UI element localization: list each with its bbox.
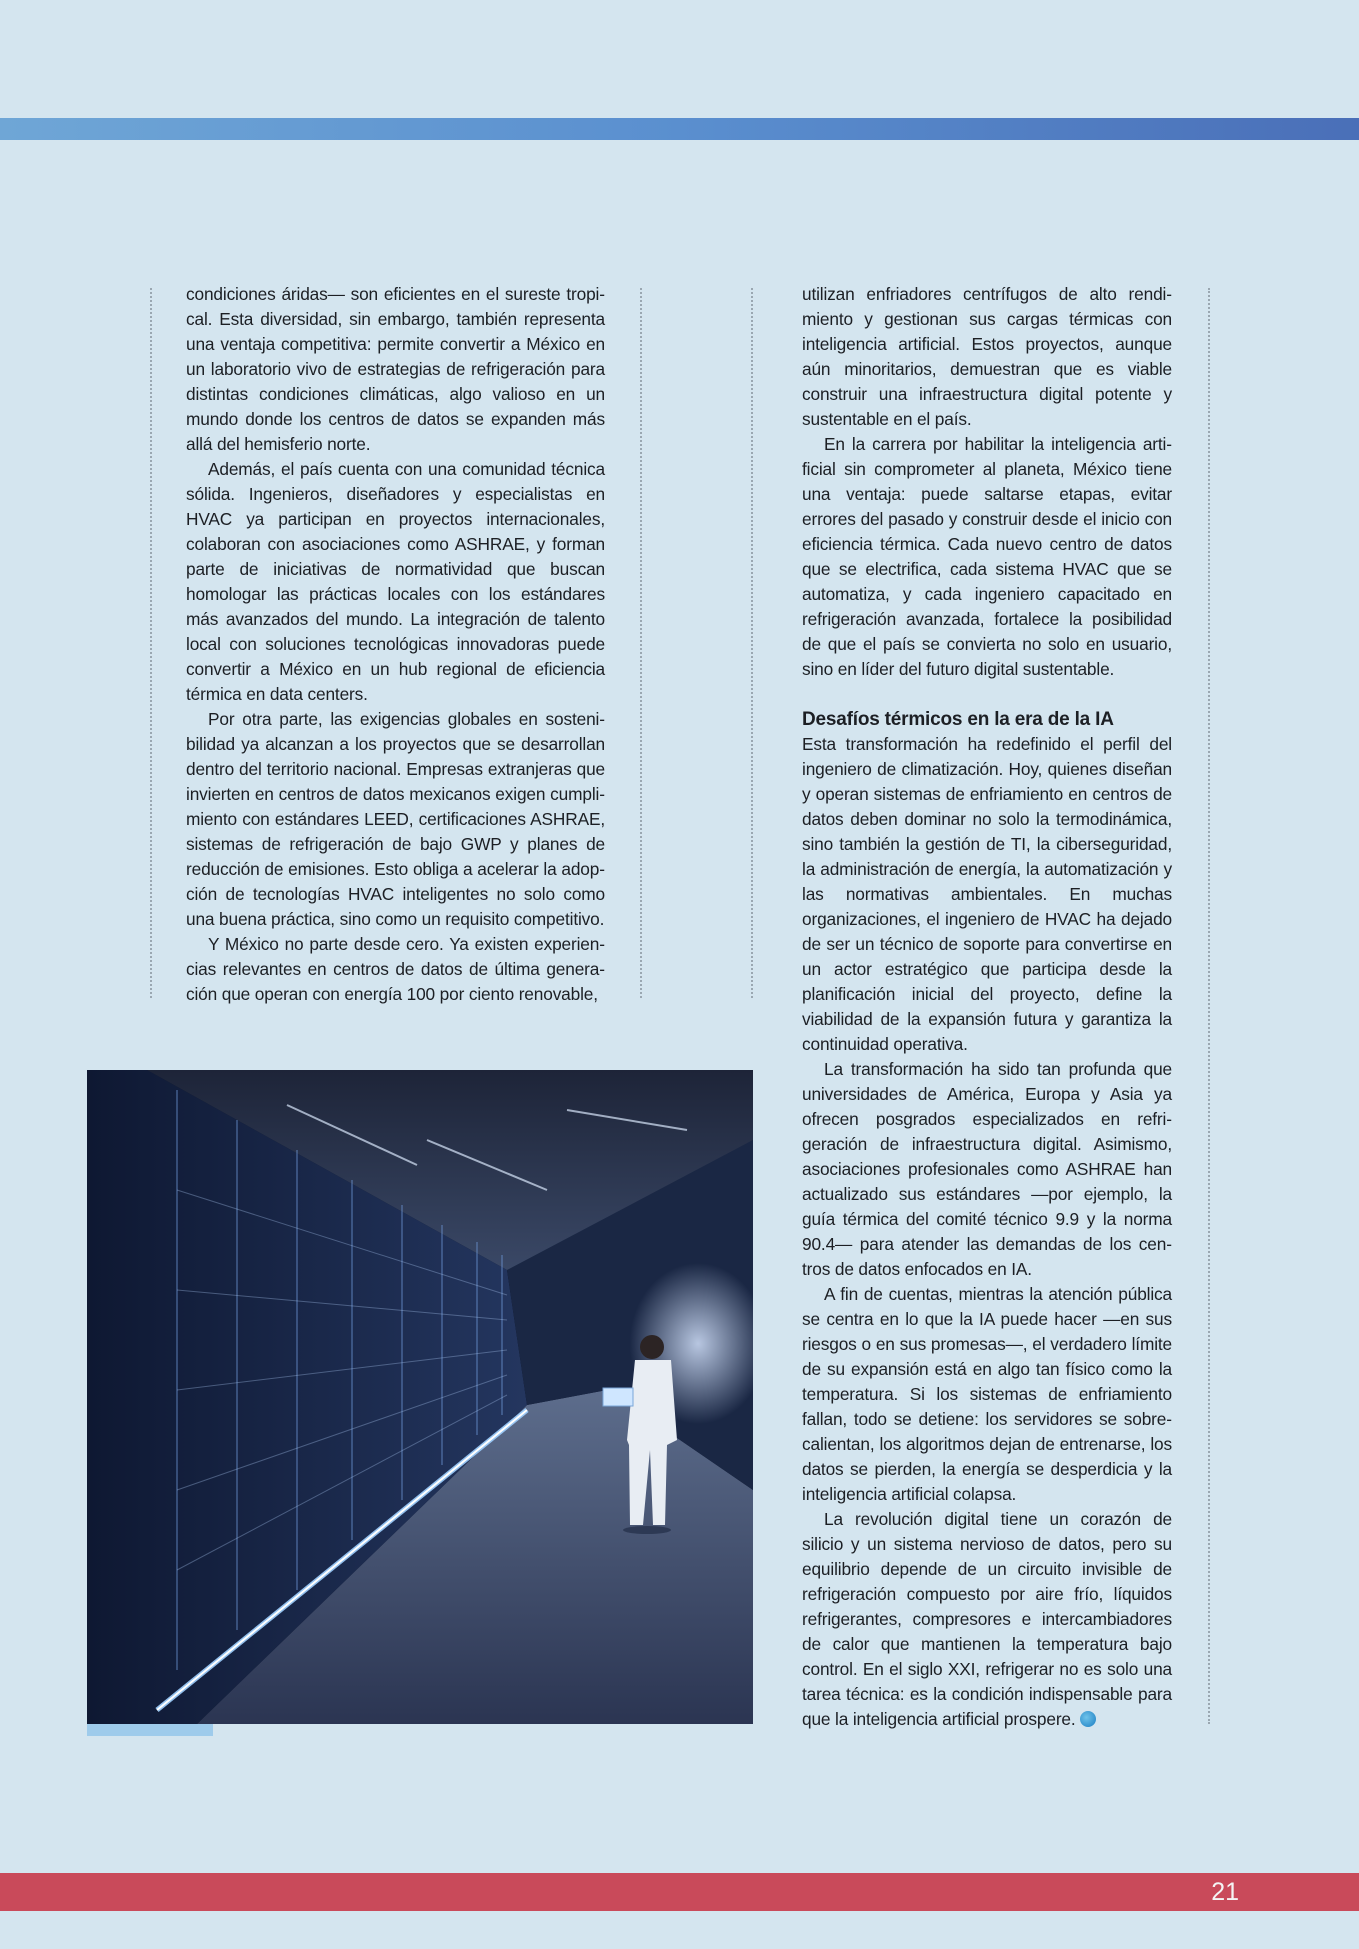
paragraph-text: La revolución digital tiene un corazón de silicio y un sistema nervioso de datos, pero su equilibrio depende de un circuito invisible de refrigeración compuesto por aire frío, líquidos refrigerantes, compresores e intercambiadores de calor que mantienen la temperatura bajo control. En el siglo XXI, refrigerar no es solo una tarea técnica: es la condición indispensable para que la inteligencia artificial prospere. <box>802 1509 1172 1729</box>
paragraph: Por otra parte, las exigencias globales en sostenibilidad ya alcanzan a los proyectos que se desarrollan dentro del territorio nacional. Empresas extranjeras que invierten en centros de datos mexicanos exigen cumplimiento con estándares LEED, certificaciones ASHRAE, sistemas de refrigeración de bajo GWP y planes de reducción de emisiones. Esto obliga a acelerar la adopción de tecnologías HVAC inteligentes no solo como una buena práctica, sino como un requisito competitivo. <box>186 709 605 929</box>
right-text-column <box>802 282 1172 1732</box>
paragraph: Además, el país cuenta con una comunidad técnica sólida. Ingenieros, diseñadores y especialistas en HVAC ya participan en proyectos internacionales, colaboran con asociaciones como ASHRAE, y forman parte de iniciativas de normatividad que buscan homologar las prácticas locales con los estándares más avanzados del mundo. La integración de talento local con soluciones tecnológicas innovadoras puede convertir a México en un hub regional de eficiencia térmica en data centers. <box>186 459 605 704</box>
left-column-divider <box>150 288 152 998</box>
left-text-column <box>186 282 605 1007</box>
middle-divider-right <box>751 288 753 998</box>
page-number: 21 <box>1211 1878 1239 1906</box>
paragraph: utilizan enfriadores centrífugos de alto rendimiento y gestionan sus cargas térmicas con inteligencia artificial. Estos proyectos, aunque aún minoritarios, demuestran que es viable construir una infraestructura digital potente y sustentable en el país. <box>802 284 1172 429</box>
data-center-photo <box>87 1070 753 1724</box>
right-column-divider <box>1208 288 1210 1724</box>
end-of-article-icon <box>1080 1711 1096 1727</box>
paragraph: Esta transformación ha redefinido el perfil del ingeniero de climatización. Hoy, quienes diseñan y operan sistemas de enfriamiento en centros de datos deben dominar no solo la termodinámica, sino también la gestión de TI, la ciberseguridad, la administración de energía, la automatización y las normativas ambientales. En muchas organizaciones, el ingeniero de HVAC ha dejado de ser un técnico de soporte para convertirse en un actor estratégico que participa desde la planificación inicial del proyecto, define la viabilidad de la expansión futura y garantiza la continuidad operativa. <box>802 734 1172 1054</box>
paragraph: A fin de cuentas, mientras la atención pública se centra en lo que la IA puede hacer —en sus riesgos o en sus promesas—, el verdadero límite de su expansión está en algo tan físico como la temperatura. Si los sistemas de enfriamiento fallan, todo se detiene: los servidores se sobrecalientan, los algoritmos dejan de entrenarse, los datos se pierden, la energía se desperdicia y la inteligencia artificial colapsa. <box>802 1284 1172 1504</box>
paragraph: En la carrera por habilitar la inteligencia artificial sin comprometer al planeta, México tiene una ventaja: puede saltarse etapas, evitar errores del pasado y construir desde el inicio con eficiencia térmica. Cada nuevo centro de datos que se electrifica, cada sistema HVAC que se automatiza, y cada ingeniero capacitado en refrigeración avanzada, fortalece la posibilidad de que el país se convierta no solo en usuario, sino en líder del futuro digital sustentable. <box>802 434 1172 679</box>
paragraph: La transformación ha sido tan profunda que universidades de América, Europa y Asia ya ofrecen posgrados especializados en refrigeración de infraestructura digital. Asimismo, asociaciones profesionales como ASHRAE han actualizado sus estándares —por ejemplo, la guía térmica del comité técnico 9.9 y la norma 90.4— para atender las demandas de los centros de datos enfocados en IA. <box>802 1059 1172 1279</box>
middle-divider-left <box>640 288 642 998</box>
final-paragraph <box>802 1507 1172 1732</box>
paragraph: condiciones áridas— son eficientes en el sureste tropical. Esta diversidad, sin embargo, también representa una ventaja competitiva: permite convertir a México en un laboratorio vivo de estrategias de refrigeración para distintas condiciones climáticas, algo valioso en un mundo donde los centros de datos se expanden más allá del hemisferio norte. <box>186 284 605 454</box>
top-decorative-band <box>0 118 1359 140</box>
bottom-decorative-band <box>0 1873 1359 1911</box>
photo-accent-tab <box>87 1724 213 1736</box>
paragraph: Y México no parte desde cero. Ya existen experiencias relevantes en centros de datos de última generación que operan con energía 100 por ciento renovable, <box>186 934 605 1004</box>
section-heading: Desafíos térmicos en la era de la IA <box>802 709 1114 730</box>
